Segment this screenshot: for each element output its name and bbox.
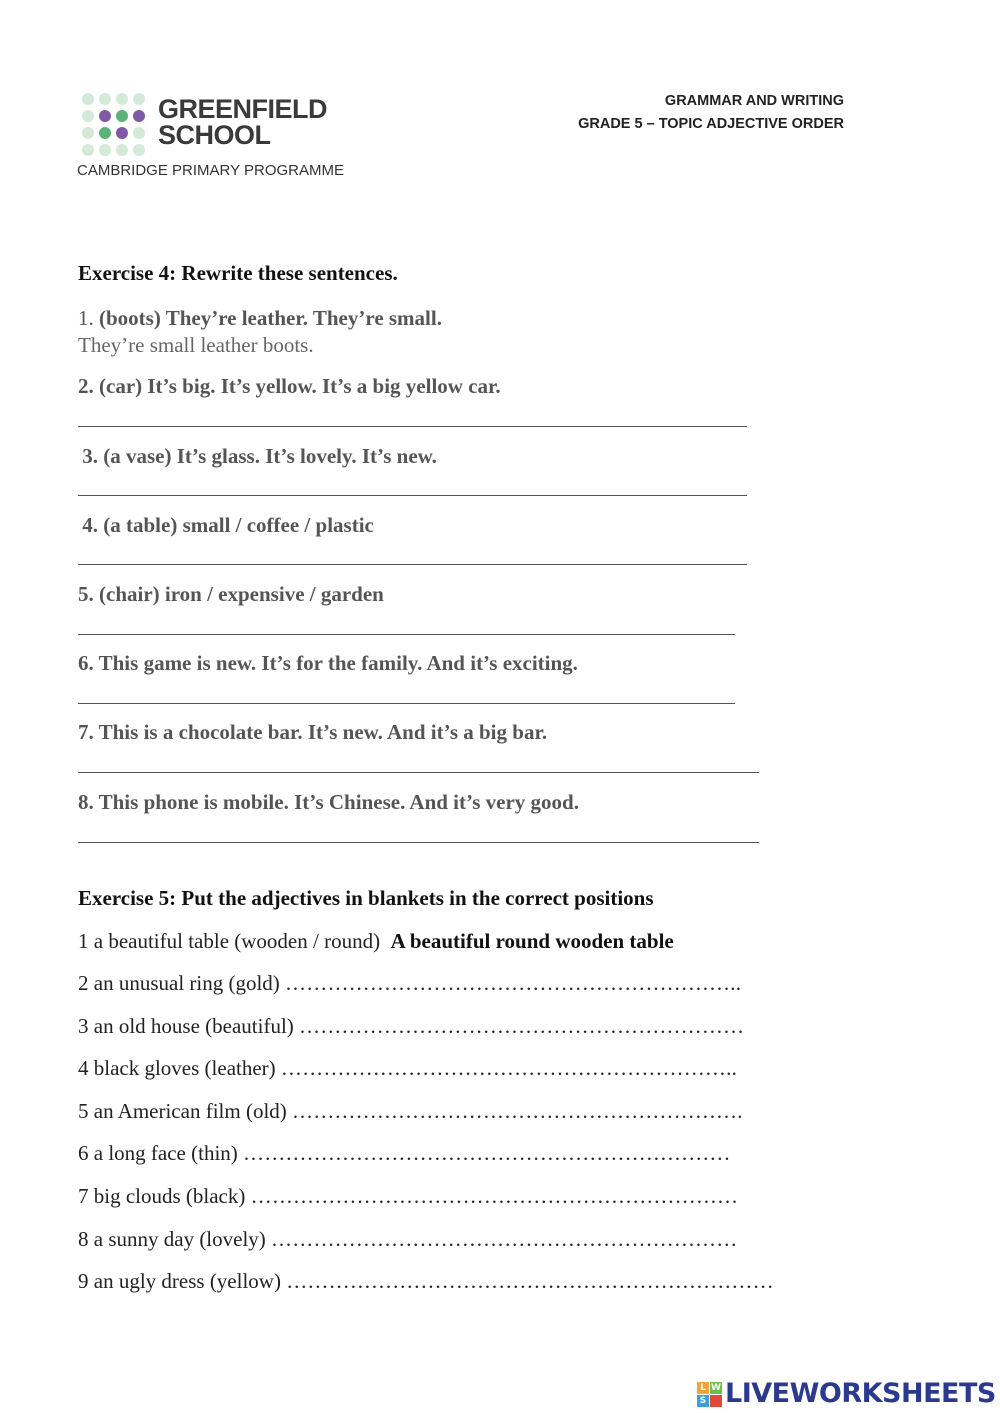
programme-label: CAMBRIDGE PRIMARY PROGRAMME [77,162,344,179]
item-prompt: 4 black gloves (leather) [78,1056,276,1080]
item-prompt: 6 a long face (thin) [78,1141,238,1165]
brand-mark-letter [710,1395,722,1407]
answer-line-2[interactable] [78,426,747,427]
example-prompt-text: (boots) They’re leather. They’re small. [99,306,442,330]
item-prompt: 5 an American film (old) [78,1099,287,1123]
answer-line-8[interactable] [78,842,759,843]
answer-blank[interactable]: ……………………………………………………… [299,1014,745,1038]
example-prompt: 1 a beautiful table (wooden / round) [78,929,381,953]
example-answer: A beautiful round wooden table [390,929,674,953]
answer-blank[interactable]: …………………………………………………………… [286,1269,774,1293]
answer-line-6[interactable] [78,703,735,704]
liveworksheets-logo-icon [697,1382,723,1408]
school-logo-icon [82,93,146,157]
exercise5-item-6 [78,1141,731,1166]
exercise5-item-8 [78,1227,737,1252]
exercise4-title: Exercise 4: Rewrite these sentences. [78,261,398,285]
answer-line-7[interactable] [78,772,759,773]
brand-mark-letter: S [697,1395,709,1407]
exercise5-title: Exercise 5: Put the adjectives in blankets in the correct positions [78,886,654,910]
exercise5-item-5 [78,1099,743,1124]
brand-mark-letter: L [697,1382,709,1394]
school-name [158,96,327,148]
exercise5-item-4 [78,1056,737,1081]
item-prompt: 8 a sunny day (lovely) [78,1227,266,1251]
exercise4-example-answer: They’re small leather boots. [78,333,314,357]
brand-mark-letter: W [711,1383,721,1393]
item-prompt: 9 an ugly dress (yellow) [78,1269,281,1293]
exercise5-item-7 [78,1184,738,1209]
exercise5-item-9 [78,1269,774,1294]
answer-blank[interactable]: …………………………………………………………… [250,1184,739,1208]
exercise4-question-8: 8. This phone is mobile. It’s Chinese. And it’s very good. [78,790,579,814]
answer-blank[interactable]: ………………………………………………………. [292,1099,743,1123]
worksheet-heading [578,90,844,136]
grade-topic-label: GRADE 5 – TOPIC ADJECTIVE ORDER [578,116,844,132]
exercise5-item-3 [78,1014,744,1039]
exercise4-question-2: 2. (car) It’s big. It’s yellow. It’s a big yellow car. [78,374,501,398]
exercise5-item-2 [78,971,741,996]
school-name-line2: SCHOOL [158,120,271,150]
exercise4-question-7: 7. This is a chocolate bar. It’s new. And it’s a big bar. [78,720,548,744]
answer-blank[interactable]: ………………………………………………………… [271,1227,738,1251]
brand-name: LIVEWORKSHEETS [725,1378,996,1409]
exercise4-question-5: 5. (chair) iron / expensive / garden [78,582,384,606]
exercise4-question-4: 4. (a table) small / coffee / plastic [77,513,374,537]
subject-label: GRAMMAR AND WRITING [664,93,844,109]
exercise4-question-6: 6. This game is new. It’s for the family. And it’s exciting. [78,651,578,675]
exercise5-example [78,929,674,954]
answer-blank[interactable]: ……………………………………………………….. [280,1056,738,1080]
answer-blank[interactable]: …………………………………………………………… [243,1141,731,1165]
exercise4-question-3: 3. (a vase) It’s glass. It’s lovely. It’s new. [77,444,437,468]
answer-blank[interactable]: ……………………………………………………….. [285,971,742,995]
item-prompt: 3 an old house (beautiful) [78,1014,294,1038]
school-name-line1: GREENFIELD [158,94,328,124]
item-prompt: 7 big clouds (black) [78,1184,246,1208]
item-prompt: 2 an unusual ring (gold) [78,971,280,995]
example-number: 1. [78,306,94,330]
exercise4-example-prompt [78,306,442,331]
answer-line-4[interactable] [78,564,747,565]
answer-line-5[interactable] [78,634,735,635]
answer-line-3[interactable] [78,495,747,496]
